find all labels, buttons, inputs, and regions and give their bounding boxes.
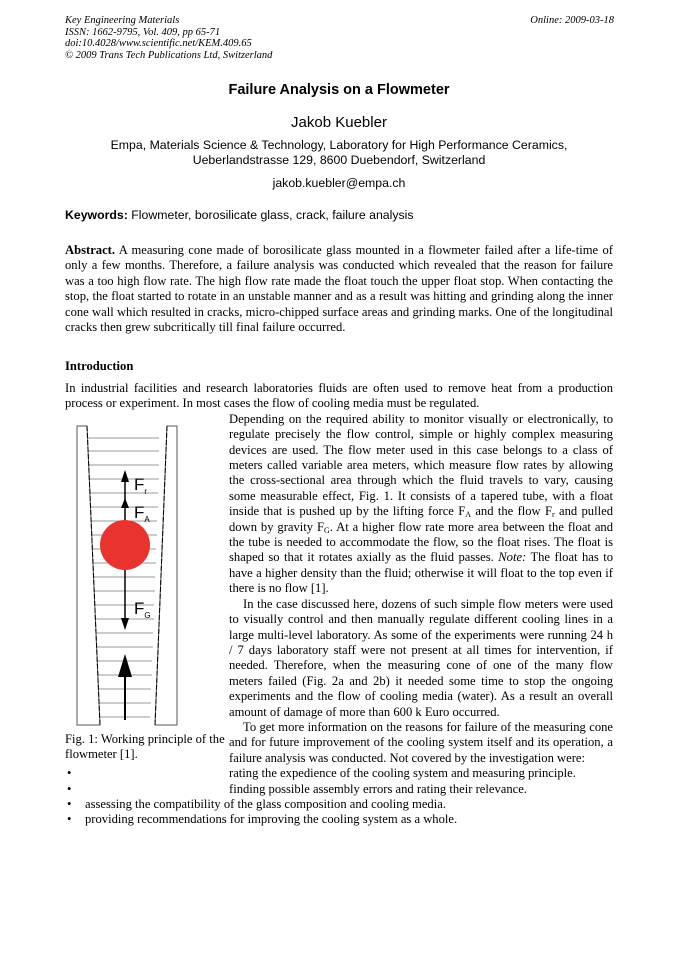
- affiliation-line: Ueberlandstrasse 129, 8600 Duebendorf, Switzerland: [192, 152, 486, 167]
- online-date: Online: 2009-03-18: [530, 15, 614, 26]
- list-item: • assessing the compatibility of the glass composition and cooling media.: [67, 796, 446, 811]
- float: [100, 520, 150, 570]
- intro-paragraph: [65, 381, 613, 412]
- list-item-text: rating the expedience of the cooling system and measuring principle.: [229, 766, 576, 781]
- abstract: [65, 243, 613, 335]
- doi: doi:10.4028/www.scientific.net/KEM.409.65: [65, 38, 252, 49]
- affiliation-line: Empa, Materials Science & Technology, Laboratory for High Performance Ceramics,: [110, 138, 568, 152]
- abstract-label: Abstract.: [65, 243, 116, 257]
- arrow-up-icon: [121, 470, 129, 482]
- intro-paragraph: To get more information on the reasons for failure of the measuring cone and for future improvement of the cooling system itself and its operation, a failure analysis was conducted. Not covered by the investigation were:: [229, 719, 613, 765]
- introduction-body: [65, 381, 613, 828]
- keywords-text: Flowmeter, borosilicate glass, crack, failure analysis: [127, 208, 414, 222]
- intro-text: and the flow F: [471, 504, 552, 519]
- list-item: • rating the expedience of the cooling system and measuring principle.: [67, 766, 576, 781]
- issn: ISSN: 1662-9795, Vol. 409, pp 65-71: [65, 26, 221, 38]
- flowmeter-diagram: [67, 424, 187, 729]
- flow-arrow-icon: [118, 654, 132, 677]
- intro-text: . At a higher flow rate more area between the float and the tube is needed to accommodate the flow, so the float rises. The float is shaped so that it rotates axially as the fluid passes.: [229, 519, 614, 565]
- list-item-text: assessing the compatibility of the glass composition and cooling media.: [85, 796, 446, 811]
- exclusion-list: [65, 766, 613, 828]
- force-label-fr: $F_r$: [134, 474, 148, 496]
- affiliation: [0, 138, 678, 167]
- author-email: jakob.kuebler@empa.ch: [272, 176, 406, 190]
- keywords-label: Keywords:: [65, 208, 128, 222]
- copyright: © 2009 Trans Tech Publications Ltd, Switzerland: [65, 49, 273, 61]
- journal-name: Key Engineering Materials: [65, 15, 180, 26]
- paper-title: Failure Analysis on a Flowmeter: [228, 82, 450, 98]
- arrow-up-icon: [121, 498, 129, 508]
- list-item-text: finding possible assembly errors and rating their relevance.: [229, 781, 527, 796]
- intro-text: The float has to have a higher density than the fluid; otherwise it will float to the top even if there is no flow [1].: [229, 550, 613, 596]
- author: Jakob Kuebler: [291, 114, 387, 131]
- list-item-text: providing recommendations for improving the cooling system as a whole.: [85, 812, 458, 827]
- subscript: A: [465, 510, 472, 520]
- intro-text: and pulled down by gravity F: [229, 504, 613, 534]
- subscript: G: [324, 525, 330, 535]
- journal-header: [65, 15, 272, 61]
- intro-text: In industrial facilities and research laboratories fluids are often used to remove heat from a production process or experiment. In most cases the flow of cooling media must be regulated.: [65, 381, 613, 411]
- note-label: Note:: [498, 550, 527, 565]
- force-label-fg: $F_G$: [134, 598, 151, 620]
- force-label-fa: $F_A$: [134, 502, 150, 524]
- keywords: [65, 208, 414, 222]
- abstract-text: A measuring cone made of borosilicate glass mounted in a flowmeter failed after a life-time of only a few months. Therefore, a failure analysis was conducted which revealed that the reason for failure was a too high flow rate. The high flow rate made the float touch the upper float stop. When contacting the stop, the float started to rotate in an unstable manner and as a result was hitting and grinding along the inner cone wall which resulted in cracks, micro-chipped surface areas and grinding marks. One of the longitudinal cracks then grew subcritically till final failure occurred.: [65, 243, 613, 335]
- intro-paragraph: In the case discussed here, dozens of such simple flow meters were used to visually control and then manually regulate different cooling lines in a large multi-level laboratory. As some of the experiments were running 24 h / 7 days laboratory staff were not present at all times for intervention, if needed. Therefore, when the measuring cone of one of the many flow meters failed (Fig. 2a and 2b) it needed some time to stop the ongoing experiments and the flow of cooling media (water). As a result an overall amount of damage of more than 600 k Euro occurred.: [229, 596, 613, 719]
- figure-caption: Fig. 1: Working principle of the flowmeter [1].: [65, 731, 225, 762]
- tube-wall-right: [155, 426, 177, 725]
- arrow-down-icon: [121, 618, 129, 630]
- list-item: • providing recommendations for improving the cooling system as a whole.: [67, 812, 458, 827]
- section-heading-introduction: Introduction: [65, 359, 134, 373]
- figure-1: [65, 414, 225, 786]
- intro-text: Depending on the required ability to monitor visually or electronically, to regulate precisely the flow control, simple or highly complex measuring devices are used. The flow meter used in this case belongs to a class of meters called variable area meters, which measure flow rates by allowing the cross-sectional area through which the fluid travels to vary, causing some measurable effect, Fig. 1. It consists of a tapered tube, with a float inside that is pushed up by the lifting force F: [229, 411, 613, 519]
- list-item: • finding possible assembly errors and rating their relevance.: [67, 781, 527, 796]
- subscript: r: [552, 510, 555, 520]
